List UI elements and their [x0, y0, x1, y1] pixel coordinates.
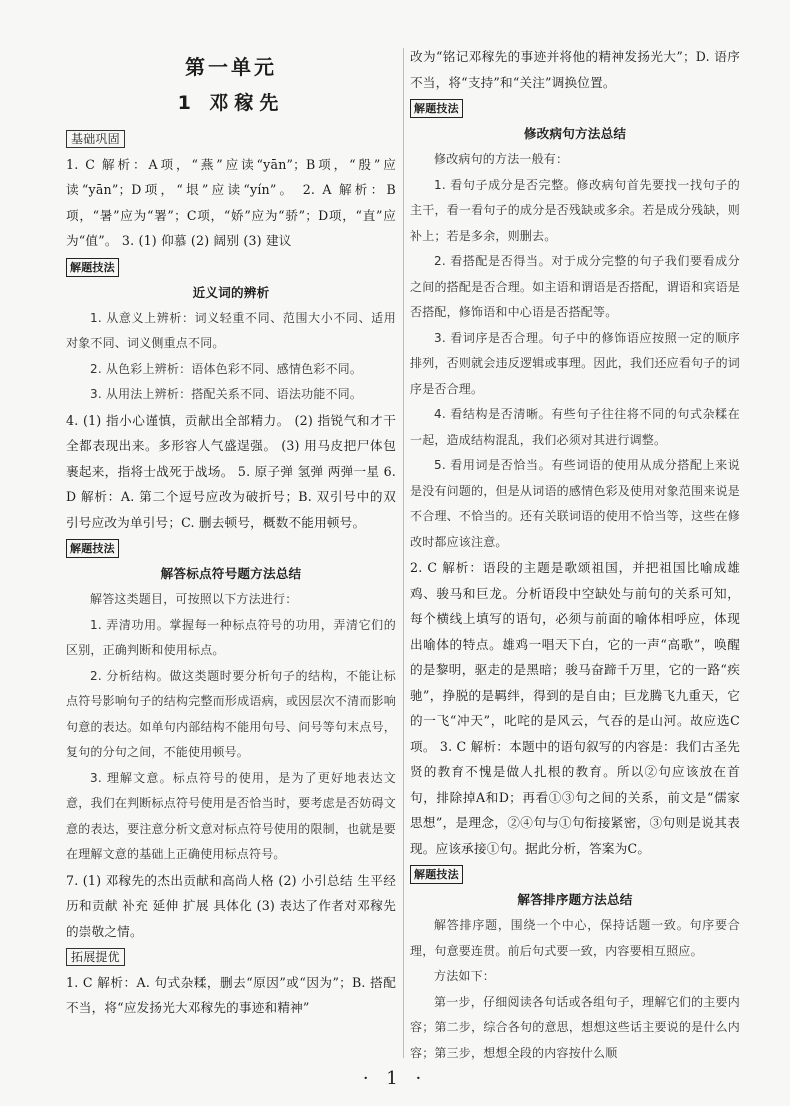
unit-title: 第一单元 [185, 55, 277, 79]
extension-answer-1-cont: 改为“铭记邓稼先的事迹并将他的精神发扬光大”；D. 语序不当，将“支持”和“关注”调换位置。 [410, 49, 740, 90]
tip2-line: 解答这类题目，可按照以下方法进行： [90, 592, 298, 606]
tip3-line: 3. 看词序是否合理。句子中的修饰语应按照一定的顺序排列，否则就会违反逻辑或事理。因此，我们还应看句子的词序是否合理。 [410, 330, 740, 396]
tip3-title: 修改病句方法总结 [523, 126, 627, 141]
tip4-line: 解答排序题，围绕一个中心，保持话题一致。句序要合理，句意要连贯。前后句式要一致，内容要相互照应。 [410, 918, 740, 958]
tip4-line: 方法如下： [434, 969, 496, 983]
tip2-body [66, 587, 396, 868]
tips-tag-4: 解题技法 [410, 865, 463, 884]
answer-1-3: 1. C 解析：A项，“燕”应读“yān”；B项，“殷”应读“yān”；D项，“垠”应读“yín”。 2. A 解析：B项，“暑”应为“署”；C项，“娇”应为“骄”；D项，“直”应为“值”。 3. (1) 仰慕 (2) 阔别 (3) 建议 [66, 156, 396, 248]
tip1-body [66, 306, 396, 408]
tip3-line: 4. 看结构是否清晰。有些句子往往将不同的句式杂糅在一起，造成结构混乱，我们必须对其进行调整。 [410, 407, 740, 447]
tip1-line: 3. 从用法上辨析：搭配关系不同、语法功能不同。 [90, 387, 363, 401]
extension-answer-1: 1. C 解析：A. 句式杂糅，删去“原因”或“因为”；B. 搭配不当，将“应发扬光大邓稼先的事迹和精神” [66, 974, 396, 1015]
answer-4-6: 4. (1) 指小心谨慎，贡献出全部精力。 (2) 指锐气和才干全都表现出来。多形容人气盛逞强。 (3) 用马皮把尸体包裹起来，指将士战死于战场。 5. 原子弹 氢弹 两弹一星 6. D 解析：A. 第二个逗号应改为破折号；B. 双引号中的双引号应改为单引号；C. 删去顿号，概数不能用顿号。 [66, 412, 396, 530]
tip4-line: 第一步，仔细阅读各句话或各组句子，理解它们的主要内容；第二步，综合各句的意思，想想这些话主要说的是什么内容；第三步，想想全段的内容按什么顺 [410, 994, 740, 1060]
tip2-line: 1. 弄清功用。掌握每一种标点符号的功用，弄清它们的区别，正确判断和使用标点。 [66, 617, 396, 657]
right-column [410, 44, 740, 1066]
tips-tag-2: 解题技法 [66, 539, 119, 558]
tip4-title: 解答排序题方法总结 [517, 892, 633, 907]
lesson-title: 1 邓稼先 [177, 92, 285, 114]
column-divider [403, 48, 404, 1058]
answer-7: 7. (1) 邓稼先的杰出贡献和高尚人格 (2) 小引总结 生平经历和贡献 补充 延伸 扩展 具体化 (3) 表达了作者对邓稼先的崇敬之情。 [66, 872, 396, 939]
tip1-title: 近义词的辨析 [192, 284, 270, 300]
tip3-line: 1. 看句子成分是否完整。修改病句首先要找一找句子的主干，看一看句子的成分是否残缺或多余。若是成分残缺，则补上；若是多余，则删去。 [410, 177, 740, 243]
tip4-body [410, 913, 740, 1066]
tip3-line: 5. 看用词是否恰当。有些词语的使用从成分搭配上来说是没有问题的，但是从词语的感情色彩及使用对象范围来说是不合理、不恰当的。还有关联词语的使用不恰当等，这些在修改时都应该注意。 [410, 458, 740, 549]
tip1-line: 1. 从意义上辨析：词义轻重不同、范围大小不同、适用对象不同、词义侧重点不同。 [66, 310, 396, 350]
tip2-line: 2. 分析结构。做这类题时要分析句子的结构，不能让标点符号影响句子的结构完整而形成语病，或因层次不清而影响句意的表达。如单句内部结构不能用句号、问号等句末点号，复句的分句之间，不能使用顿号。 [66, 668, 396, 759]
tip3-line: 2. 看搭配是否得当。对于成分完整的句子我们要看成分之间的搭配是否合理。如主语和谓语是否搭配，谓语和宾语是否搭配，修饰语和中心语是否搭配等。 [410, 254, 740, 319]
tips-tag-3: 解题技法 [410, 99, 463, 118]
extension-section-label: 拓展提优 [66, 948, 125, 966]
tip2-title: 解答标点符号题方法总结 [160, 566, 302, 581]
tip2-line: 3. 理解文意。标点符号的使用，是为了更好地表达文意，我们在判断标点符号使用是否恰当时，要考虑是否妨碍文意的表达，要注意分析文意对标点符号使用的限制，也就是要在理解文意的基础上正确使用标点符号。 [66, 770, 396, 861]
basic-section-label: 基础巩固 [66, 130, 125, 148]
tip1-line: 2. 从色彩上辨析：语体色彩不同、感情色彩不同。 [90, 361, 363, 376]
tip3-body [410, 147, 740, 555]
left-column [66, 44, 396, 1021]
extension-answer-2-3: 2. C 解析：语段的主题是歌颂祖国，并把祖国比喻成雄鸡、骏马和巨龙。分析语段中空缺处与前句的关系可知，每个横线上填写的语句，必须与前面的喻体相呼应，体现出喻体的特点。雄鸡一唱天下白，它的一声“高歌”，唤醒的是黎明，驱走的是黑暗；骏马奋蹄千万里，它的一路“疾驰”，挣脱的是羁绊，得到的是自由；巨龙腾飞九重天，它的一飞“冲天”，叱咤的是风云，气吞的是山河。故应选C项。 3. C 解析：本题中的语句叙写的内容是：我们古圣先贤的教育不愧是做人扎根的教育。所以②句应该放在首句，排除掉A和D；再看①③句之间的关系，前文是“儒家思想”，是理念，②④句与①句衔接紧密，③句则是说其表现。应该承接①句。据此分析，答案为C。 [410, 560, 740, 856]
page-number: · 1 · [362, 1068, 428, 1089]
tip3-line: 修改病句的方法一般有： [434, 152, 569, 166]
tips-tag-1: 解题技法 [66, 258, 119, 277]
